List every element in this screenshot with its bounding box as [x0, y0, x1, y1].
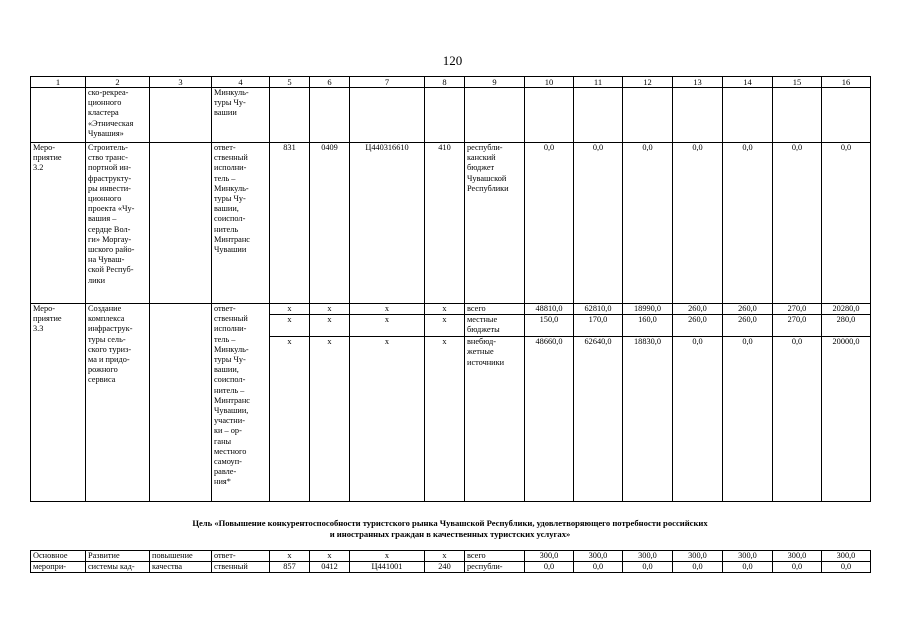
target-code: Ц440316610: [350, 143, 425, 304]
col-num: 12: [623, 77, 673, 88]
column-number-row: [31, 77, 871, 88]
funding-source: всего: [465, 551, 525, 562]
col-num: 2: [86, 77, 150, 88]
grbs-code: 831: [270, 143, 310, 304]
col-num: 7: [350, 77, 425, 88]
value-cell: 0,0: [525, 562, 574, 573]
value-cell: 0,0: [574, 143, 623, 304]
value-cell: 0,0: [773, 562, 822, 573]
program-table-continuation: [30, 550, 871, 573]
event-id: Меро- приятие 3.3: [31, 304, 86, 502]
col-num: 4: [212, 77, 270, 88]
value-cell: 300,0: [623, 551, 673, 562]
executor-cont: ственный: [212, 562, 270, 573]
expense-code: x: [425, 337, 465, 502]
value-cell: 0,0: [623, 143, 673, 304]
goal-heading: Цель «Повышение конкурентоспособности туристского рынка Чувашской Республики, удовлетворяющего потребности российских и иностранных граждан в качественных туристских услугах»: [192, 518, 708, 539]
value-cell: 0,0: [723, 562, 773, 573]
value-cell: 260,0: [673, 304, 723, 315]
task: повышение: [150, 551, 212, 562]
grbs-code: x: [270, 315, 310, 337]
grbs-code: x: [270, 551, 310, 562]
value-cell: 270,0: [773, 315, 822, 337]
section-code: x: [310, 337, 350, 502]
event-name-cont: системы кад-: [86, 562, 150, 573]
value-cell: 0,0: [822, 143, 871, 304]
value-cell: 48660,0: [525, 337, 574, 502]
target-code: x: [350, 315, 425, 337]
funding-source: республи- канский бюджет Чувашской Республики: [465, 143, 525, 304]
value-cell: 0,0: [673, 337, 723, 502]
executor: ответ- ственный исполни- тель – Минкуль- туры Чу- вашии, соиспол- нитель – Минтранс Чувашии, участни- ки – ор- ганы местного самоуп- равле- ния*: [212, 304, 270, 502]
value-cell: 18830,0: [623, 337, 673, 502]
section-code: x: [310, 315, 350, 337]
event-name: Развитие: [86, 551, 150, 562]
col-num: 3: [150, 77, 212, 88]
value-cell: 0,0: [723, 337, 773, 502]
event-id: Основное: [31, 551, 86, 562]
table-row: [31, 88, 871, 143]
value-cell: 62810,0: [574, 304, 623, 315]
value-cell: 270,0: [773, 304, 822, 315]
value-cell: 48810,0: [525, 304, 574, 315]
task-cont: качества: [150, 562, 212, 573]
col-num: 1: [31, 77, 86, 88]
col-num: 6: [310, 77, 350, 88]
value-cell: 0,0: [673, 562, 723, 573]
value-cell: 0,0: [673, 143, 723, 304]
col-num: 15: [773, 77, 822, 88]
value-cell: 62640,0: [574, 337, 623, 502]
col-num: 14: [723, 77, 773, 88]
grbs-code: x: [270, 337, 310, 502]
value-cell: 170,0: [574, 315, 623, 337]
event-name: Создание комплекса инфраструк- туры сель- ского туриз- ма и придо- рожного сервиса: [86, 304, 150, 502]
expense-code: x: [425, 304, 465, 315]
value-cell: 20000,0: [822, 337, 871, 502]
col-num: 5: [270, 77, 310, 88]
value-cell: 300,0: [525, 551, 574, 562]
value-cell: 160,0: [623, 315, 673, 337]
executor: Минкуль- туры Чу- вашии: [212, 88, 270, 143]
funding-source: внебюд- жетные источники: [465, 337, 525, 502]
table-row: [31, 143, 871, 304]
value-cell: 280,0: [822, 315, 871, 337]
expense-code: 240: [425, 562, 465, 573]
value-cell: 150,0: [525, 315, 574, 337]
value-cell: 300,0: [773, 551, 822, 562]
value-cell: 260,0: [673, 315, 723, 337]
value-cell: 260,0: [723, 304, 773, 315]
col-num: 8: [425, 77, 465, 88]
section-code: x: [310, 304, 350, 315]
event-id: Меро- приятие 3.2: [31, 143, 86, 304]
event-id-cont: меропри-: [31, 562, 86, 573]
expense-code: 410: [425, 143, 465, 304]
value-cell: 0,0: [623, 562, 673, 573]
target-code: x: [350, 337, 425, 502]
executor: ответ-: [212, 551, 270, 562]
event-name: ско-рекреа- ционного кластера «Этническая Чувашия»: [86, 88, 150, 143]
section-code: 0409: [310, 143, 350, 304]
col-num: 16: [822, 77, 871, 88]
target-code: Ц441001: [350, 562, 425, 573]
value-cell: 300,0: [822, 551, 871, 562]
value-cell: 20280,0: [822, 304, 871, 315]
grbs-code: 857: [270, 562, 310, 573]
table-row: [31, 562, 871, 573]
col-num: 13: [673, 77, 723, 88]
expense-code: x: [425, 315, 465, 337]
value-cell: 300,0: [723, 551, 773, 562]
event-name: Строитель- ство транс- портной ин- фраструкту- ры инвести- ционного проекта «Чу- вашия – сердце Вол- ги» Моргау- шского райо- на Чуваш- ской Респуб- лики: [86, 143, 150, 304]
col-num: 10: [525, 77, 574, 88]
value-cell: 18990,0: [623, 304, 673, 315]
section-code: x: [310, 551, 350, 562]
value-cell: 0,0: [773, 337, 822, 502]
value-cell: 0,0: [773, 143, 822, 304]
funding-source: местные бюджеты: [465, 315, 525, 337]
executor: ответ- ственный исполни- тель – Минкуль- туры Чу- вашии, соиспол- нитель Минтранс Чувашии: [212, 143, 270, 304]
grbs-code: x: [270, 304, 310, 315]
value-cell: 0,0: [723, 143, 773, 304]
value-cell: 300,0: [574, 551, 623, 562]
table-row: [31, 551, 871, 562]
col-num: 11: [574, 77, 623, 88]
program-table: [30, 76, 871, 502]
table-row: [31, 304, 871, 315]
funding-source: всего: [465, 304, 525, 315]
page-number: 120: [442, 53, 463, 68]
value-cell: 0,0: [822, 562, 871, 573]
value-cell: 300,0: [673, 551, 723, 562]
target-code: x: [350, 551, 425, 562]
value-cell: 260,0: [723, 315, 773, 337]
funding-source: республи-: [465, 562, 525, 573]
value-cell: 0,0: [525, 143, 574, 304]
col-num: 9: [465, 77, 525, 88]
section-code: 0412: [310, 562, 350, 573]
expense-code: x: [425, 551, 465, 562]
value-cell: 0,0: [574, 562, 623, 573]
target-code: x: [350, 304, 425, 315]
